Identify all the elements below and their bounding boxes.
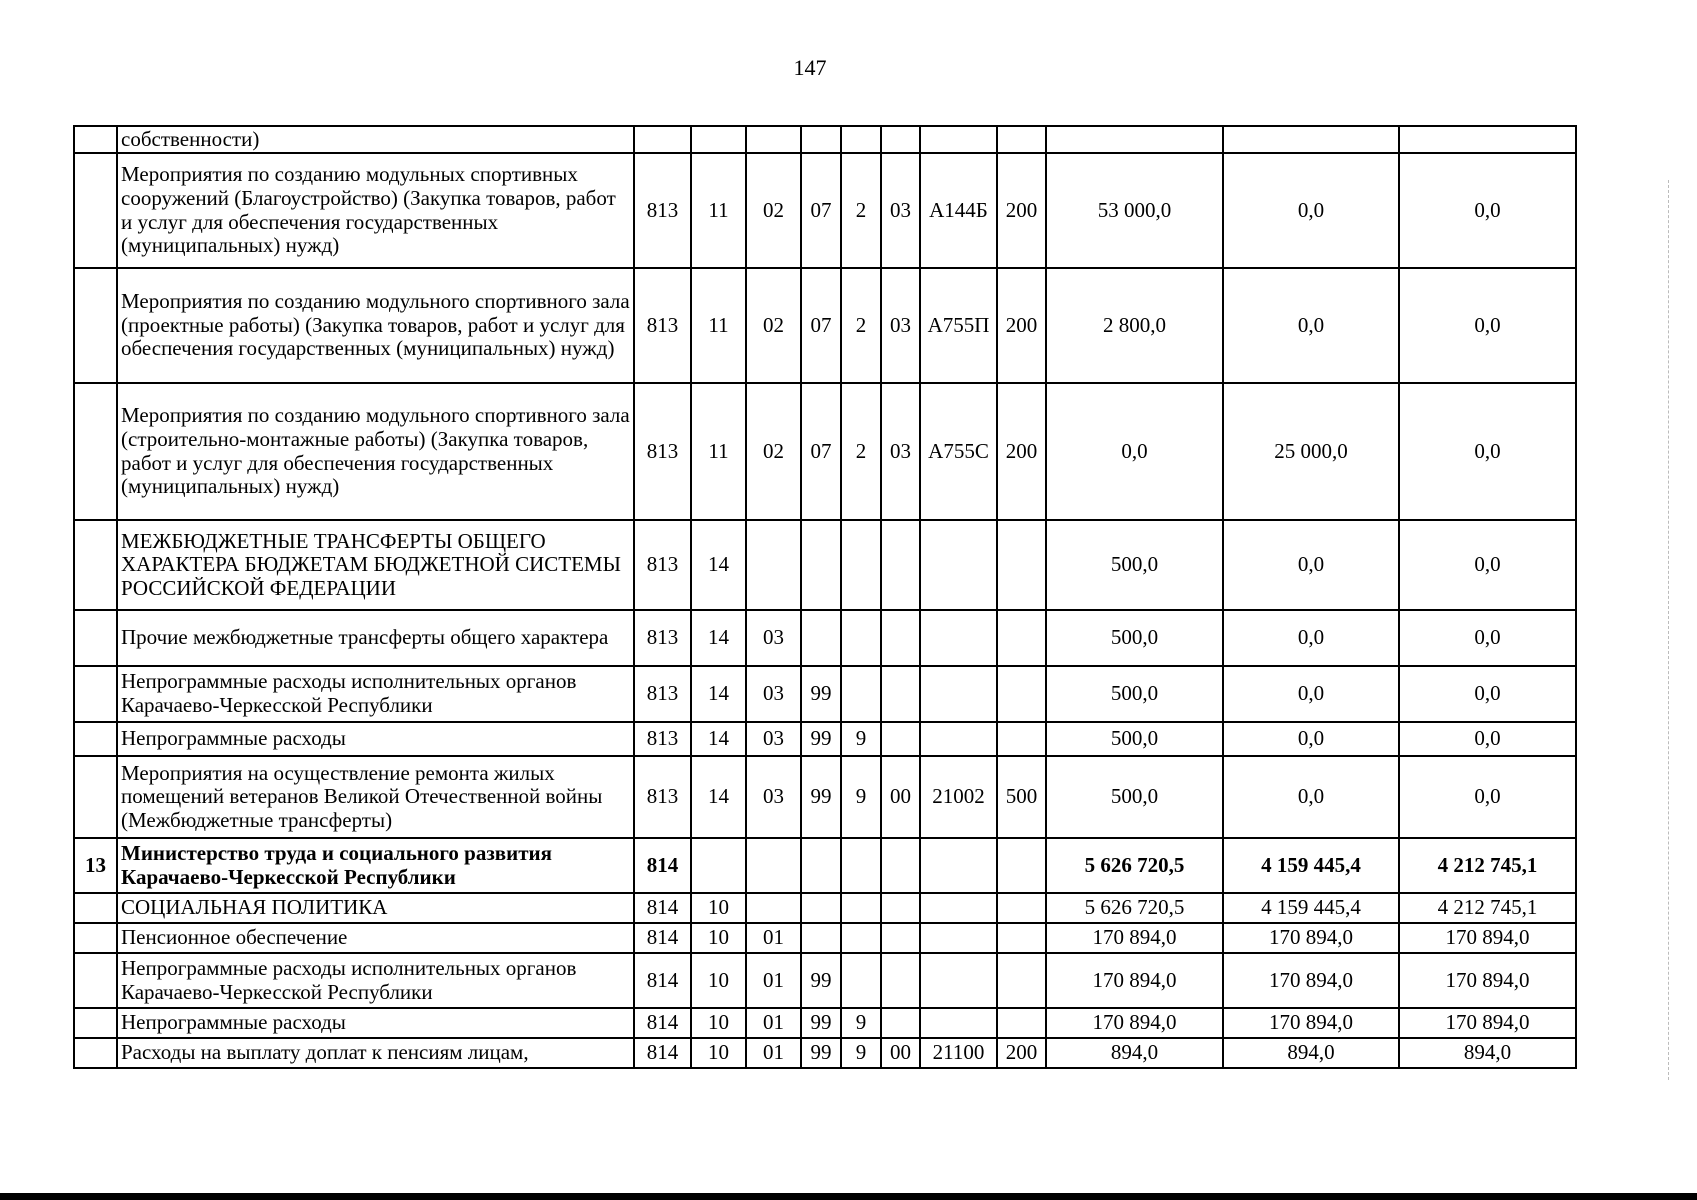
page-number: 147 [793,55,827,80]
direction-code-cell: А755П [920,268,997,383]
direction-code-cell [920,923,997,953]
amount-year3-cell: 4 212 745,1 [1399,893,1576,923]
table-body [74,126,1576,1068]
subprogram-code-cell [841,923,881,953]
description-cell: Непрограммные расходы исполнительных органов Карачаево-Черкесской Республики [117,953,634,1008]
table-row [74,1038,1576,1068]
expense-type-cell [997,666,1046,722]
amount-year2-cell: 0,0 [1223,610,1399,666]
section-code-cell: 14 [691,666,746,722]
program-code-cell [801,520,841,610]
amount-year1-cell: 0,0 [1046,383,1223,520]
ministry-code-cell: 813 [634,756,691,838]
amount-year3-cell: 4 212 745,1 [1399,838,1576,893]
direction-code-cell [920,893,997,923]
amount-year2-cell: 0,0 [1223,756,1399,838]
subsection-code-cell [746,520,801,610]
ministry-code-cell: 813 [634,383,691,520]
amount-year2-cell: 170 894,0 [1223,953,1399,1008]
event-code-cell: 03 [881,383,920,520]
ministry-code-cell [634,126,691,153]
event-code-cell [881,610,920,666]
row-number-cell [74,520,117,610]
program-code-cell: 99 [801,756,841,838]
subprogram-code-cell: 9 [841,1038,881,1068]
program-code-cell [801,923,841,953]
amount-year3-cell: 0,0 [1399,610,1576,666]
amount-year3-cell: 894,0 [1399,1038,1576,1068]
amount-year2-cell: 894,0 [1223,1038,1399,1068]
ministry-code-cell: 814 [634,838,691,893]
subprogram-code-cell [841,520,881,610]
description-cell: СОЦИАЛЬНАЯ ПОЛИТИКА [117,893,634,923]
ministry-code-cell: 813 [634,666,691,722]
ministry-code-cell: 814 [634,893,691,923]
ministry-code-cell: 814 [634,923,691,953]
event-code-cell [881,1008,920,1038]
amount-year3-cell: 0,0 [1399,666,1576,722]
row-number-cell [74,666,117,722]
event-code-cell [881,722,920,756]
amount-year2-cell: 0,0 [1223,520,1399,610]
amount-year3-cell: 0,0 [1399,756,1576,838]
table-row [74,520,1576,610]
ministry-code-cell: 814 [634,1008,691,1038]
direction-code-cell [920,953,997,1008]
description-cell: Непрограммные расходы [117,722,634,756]
expense-type-cell: 200 [997,153,1046,268]
amount-year1-cell: 170 894,0 [1046,923,1223,953]
amount-year2-cell [1223,126,1399,153]
direction-code-cell [920,610,997,666]
direction-code-cell [920,520,997,610]
expense-type-cell [997,838,1046,893]
ministry-code-cell: 813 [634,610,691,666]
program-code-cell [801,126,841,153]
expense-type-cell [997,520,1046,610]
row-number-cell [74,610,117,666]
expense-type-cell [997,610,1046,666]
event-code-cell: 03 [881,153,920,268]
expense-type-cell: 200 [997,383,1046,520]
expense-type-cell [997,1008,1046,1038]
row-number-cell [74,268,117,383]
subsection-code-cell: 02 [746,383,801,520]
event-code-cell: 03 [881,268,920,383]
amount-year3-cell: 0,0 [1399,383,1576,520]
program-code-cell: 99 [801,1038,841,1068]
expense-type-cell [997,923,1046,953]
amount-year1-cell: 53 000,0 [1046,153,1223,268]
subprogram-code-cell: 2 [841,268,881,383]
row-number-cell [74,1038,117,1068]
expense-type-cell [997,722,1046,756]
section-code-cell: 10 [691,893,746,923]
amount-year3-cell: 0,0 [1399,153,1576,268]
row-number-cell [74,953,117,1008]
subsection-code-cell: 03 [746,756,801,838]
subprogram-code-cell: 2 [841,383,881,520]
section-code-cell: 14 [691,610,746,666]
table-row [74,722,1576,756]
program-code-cell: 99 [801,722,841,756]
program-code-cell: 07 [801,153,841,268]
expense-type-cell [997,126,1046,153]
amount-year1-cell: 2 800,0 [1046,268,1223,383]
subsection-code-cell: 02 [746,268,801,383]
description-cell: Мероприятия по созданию модульного спортивного зала (проектные работы) (Закупка товаров, работ и услуг для обеспечения государственных (муниципальных) нужд) [117,268,634,383]
subprogram-code-cell [841,838,881,893]
direction-code-cell: 21002 [920,756,997,838]
row-number-cell [74,893,117,923]
event-code-cell: 00 [881,1038,920,1068]
subsection-code-cell: 03 [746,722,801,756]
amount-year1-cell: 170 894,0 [1046,1008,1223,1038]
amount-year2-cell: 25 000,0 [1223,383,1399,520]
subprogram-code-cell: 9 [841,1008,881,1038]
description-cell: Расходы на выплату доплат к пенсиям лицам, [117,1038,634,1068]
section-code-cell: 11 [691,268,746,383]
event-code-cell [881,923,920,953]
amount-year1-cell: 500,0 [1046,666,1223,722]
direction-code-cell: А144Б [920,153,997,268]
row-number-cell [74,1008,117,1038]
section-code-cell: 10 [691,1038,746,1068]
event-code-cell [881,953,920,1008]
description-cell: Прочие межбюджетные трансферты общего характера [117,610,634,666]
ministry-code-cell: 814 [634,953,691,1008]
table-row [74,153,1576,268]
program-code-cell: 99 [801,666,841,722]
section-code-cell: 14 [691,756,746,838]
amount-year2-cell: 0,0 [1223,268,1399,383]
amount-year1-cell: 500,0 [1046,610,1223,666]
description-cell: Мероприятия по созданию модульного спортивного зала (строительно-монтажные работы) (Закупка товаров, работ и услуг для обеспечения государственных (муниципальных) нужд) [117,383,634,520]
expense-type-cell: 200 [997,1038,1046,1068]
expense-type-cell [997,953,1046,1008]
description-cell: Мероприятия на осуществление ремонта жилых помещений ветеранов Великой Отечественной войны (Межбюджетные трансферты) [117,756,634,838]
table-row [74,923,1576,953]
description-cell: Непрограммные расходы [117,1008,634,1038]
program-code-cell: 07 [801,268,841,383]
section-code-cell: 11 [691,383,746,520]
amount-year1-cell: 500,0 [1046,722,1223,756]
scan-edge-mark [1668,180,1670,1080]
description-cell: МЕЖБЮДЖЕТНЫЕ ТРАНСФЕРТЫ ОБЩЕГО ХАРАКТЕРА БЮДЖЕТАМ БЮДЖЕТНОЙ СИСТЕМЫ РОССИЙСКОЙ ФЕДЕРАЦИИ [117,520,634,610]
program-code-cell: 99 [801,953,841,1008]
direction-code-cell [920,838,997,893]
ministry-code-cell: 813 [634,520,691,610]
section-code-cell: 10 [691,923,746,953]
subsection-code-cell [746,838,801,893]
table-row [74,953,1576,1008]
section-code-cell: 10 [691,1008,746,1038]
ministry-code-cell: 813 [634,153,691,268]
amount-year2-cell: 0,0 [1223,722,1399,756]
program-code-cell [801,893,841,923]
section-code-cell: 14 [691,520,746,610]
table-row [74,268,1576,383]
row-number-cell [74,383,117,520]
table-row [74,838,1576,893]
event-code-cell: 00 [881,756,920,838]
amount-year3-cell: 0,0 [1399,520,1576,610]
section-code-cell: 14 [691,722,746,756]
subsection-code-cell [746,893,801,923]
event-code-cell [881,893,920,923]
expense-type-cell: 500 [997,756,1046,838]
amount-year3-cell [1399,126,1576,153]
direction-code-cell [920,666,997,722]
amount-year1-cell [1046,126,1223,153]
subsection-code-cell [746,126,801,153]
budget-table [73,125,1577,1069]
program-code-cell [801,838,841,893]
subprogram-code-cell [841,610,881,666]
table-row [74,1008,1576,1038]
table-row [74,666,1576,722]
table-row [74,126,1576,153]
event-code-cell [881,666,920,722]
description-cell: Министерство труда и социального развития Карачаево-Черкесской Республики [117,838,634,893]
amount-year2-cell: 4 159 445,4 [1223,838,1399,893]
program-code-cell: 07 [801,383,841,520]
scan-bottom-edge [0,1193,1697,1200]
table-row [74,756,1576,838]
row-number-cell [74,722,117,756]
amount-year1-cell: 500,0 [1046,756,1223,838]
amount-year3-cell: 170 894,0 [1399,923,1576,953]
row-number-cell [74,756,117,838]
amount-year3-cell: 170 894,0 [1399,1008,1576,1038]
amount-year1-cell: 5 626 720,5 [1046,893,1223,923]
amount-year1-cell: 5 626 720,5 [1046,838,1223,893]
section-code-cell: 11 [691,153,746,268]
ministry-code-cell: 814 [634,1038,691,1068]
direction-code-cell [920,1008,997,1038]
expense-type-cell: 200 [997,268,1046,383]
subsection-code-cell: 01 [746,1038,801,1068]
subsection-code-cell: 03 [746,666,801,722]
subsection-code-cell: 03 [746,610,801,666]
program-code-cell [801,610,841,666]
direction-code-cell: А755С [920,383,997,520]
description-cell: Непрограммные расходы исполнительных органов Карачаево-Черкесской Республики [117,666,634,722]
amount-year3-cell: 170 894,0 [1399,953,1576,1008]
direction-code-cell: 21100 [920,1038,997,1068]
direction-code-cell [920,126,997,153]
table-row [74,610,1576,666]
table-row [74,383,1576,520]
section-code-cell [691,838,746,893]
subprogram-code-cell: 9 [841,722,881,756]
amount-year1-cell: 894,0 [1046,1038,1223,1068]
ministry-code-cell: 813 [634,722,691,756]
event-code-cell [881,520,920,610]
section-code-cell [691,126,746,153]
subprogram-code-cell [841,893,881,923]
row-number-cell: 13 [74,838,117,893]
amount-year2-cell: 0,0 [1223,666,1399,722]
amount-year2-cell: 4 159 445,4 [1223,893,1399,923]
subprogram-code-cell: 9 [841,756,881,838]
description-cell: Мероприятия по созданию модульных спортивных сооружений (Благоустройство) (Закупка товаров, работ и услуг для обеспечения государственных (муниципальных) нужд) [117,153,634,268]
amount-year2-cell: 170 894,0 [1223,1008,1399,1038]
amount-year2-cell: 0,0 [1223,153,1399,268]
expense-type-cell [997,893,1046,923]
subprogram-code-cell [841,126,881,153]
amount-year3-cell: 0,0 [1399,722,1576,756]
amount-year1-cell: 500,0 [1046,520,1223,610]
subsection-code-cell: 02 [746,153,801,268]
amount-year1-cell: 170 894,0 [1046,953,1223,1008]
direction-code-cell [920,722,997,756]
subsection-code-cell: 01 [746,1008,801,1038]
section-code-cell: 10 [691,953,746,1008]
amount-year3-cell: 0,0 [1399,268,1576,383]
description-cell: Пенсионное обеспечение [117,923,634,953]
row-number-cell [74,126,117,153]
table-row [74,893,1576,923]
program-code-cell: 99 [801,1008,841,1038]
subprogram-code-cell [841,666,881,722]
event-code-cell [881,838,920,893]
subsection-code-cell: 01 [746,953,801,1008]
row-number-cell [74,923,117,953]
subprogram-code-cell: 2 [841,153,881,268]
amount-year2-cell: 170 894,0 [1223,923,1399,953]
ministry-code-cell: 813 [634,268,691,383]
subsection-code-cell: 01 [746,923,801,953]
row-number-cell [74,153,117,268]
subprogram-code-cell [841,953,881,1008]
event-code-cell [881,126,920,153]
description-cell: собственности) [117,126,634,153]
